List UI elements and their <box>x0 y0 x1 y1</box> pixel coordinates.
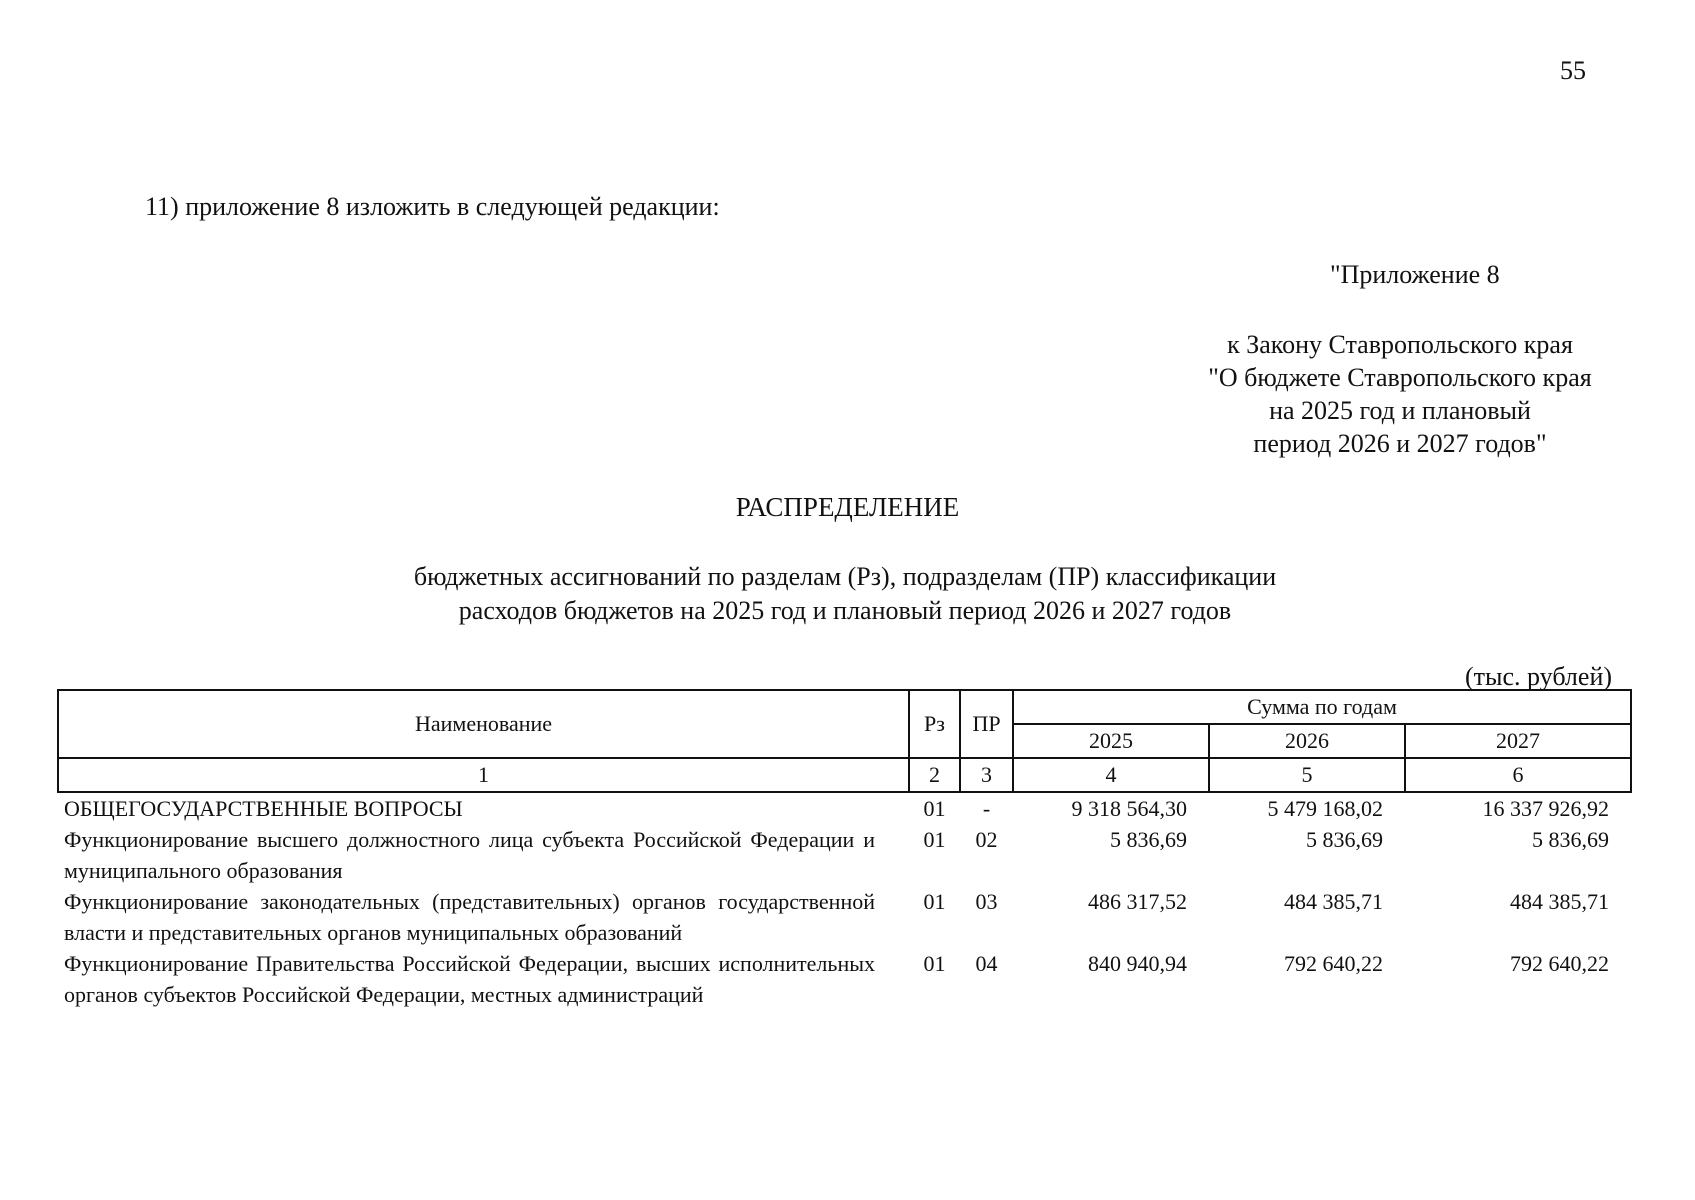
subtitle-line: бюджетных ассигнований по разделам (Рз), подразделам (ПР) классификации <box>413 562 1277 591</box>
column-number: 1 <box>58 758 909 792</box>
column-number: 5 <box>1209 758 1405 792</box>
row-value-2027: 5 836,69 <box>1532 827 1610 852</box>
column-number: 4 <box>1013 758 1209 792</box>
row-rz: 01 <box>923 951 946 976</box>
row-name: Функционирование высшего должностного лица субъекта Российской Федерации и муниципального образования <box>64 827 875 883</box>
table-row <box>58 792 1631 824</box>
row-value-2025: 5 836,69 <box>1110 827 1187 852</box>
row-pr: 04 <box>975 951 998 976</box>
table-body <box>58 792 1631 1010</box>
table-row <box>58 824 1631 886</box>
row-value-2027: 792 640,22 <box>1510 951 1610 976</box>
header-pr: ПР <box>960 690 1013 758</box>
row-value-2027: 484 385,71 <box>1510 889 1610 914</box>
row-rz: 01 <box>923 827 946 852</box>
row-pr: 02 <box>975 827 998 852</box>
budget-table <box>57 689 1632 1010</box>
document-title: РАСПРЕДЕЛЕНИЕ <box>735 492 960 522</box>
appendix-law-reference <box>1180 328 1620 460</box>
row-value-2026: 484 385,71 <box>1284 889 1383 914</box>
column-number: 2 <box>909 758 960 792</box>
units-label: (тыс. рублей) <box>1465 662 1613 691</box>
document-subtitle <box>280 560 1410 628</box>
row-value-2026: 792 640,22 <box>1284 951 1383 976</box>
row-value-2027: 16 337 926,92 <box>1482 796 1610 821</box>
header-rz: Рз <box>909 690 960 758</box>
column-number: 6 <box>1405 758 1631 792</box>
table-row <box>58 948 1631 1010</box>
row-name: Функционирование Правительства Российской Федерации, высших исполнительных органов субъектов Российской Федерации, местных администраций <box>64 951 875 1007</box>
row-value-2025: 486 317,52 <box>1088 889 1187 914</box>
page-number: 55 <box>1560 56 1586 85</box>
appendix-label: "Приложение 8 <box>1330 260 1500 289</box>
appendix-law-line: период 2026 и 2027 годов" <box>1253 429 1547 458</box>
column-number: 3 <box>960 758 1013 792</box>
row-rz: 01 <box>923 889 946 914</box>
header-year-2027: 2027 <box>1405 724 1631 758</box>
intro-text: 11) приложение 8 изложить в следующей редакции: <box>145 192 720 221</box>
row-value-2025: 9 318 564,30 <box>1071 796 1187 821</box>
header-year-2025: 2025 <box>1013 724 1209 758</box>
row-value-2026: 5 836,69 <box>1306 827 1383 852</box>
row-rz: 01 <box>923 796 946 821</box>
row-name: ОБЩЕГОСУДАРСТВЕННЫЕ ВОПРОСЫ <box>64 796 463 821</box>
appendix-law-line: на 2025 год и плановый <box>1269 396 1531 425</box>
row-value-2025: 840 940,94 <box>1088 951 1187 976</box>
header-sum-by-years: Сумма по годам <box>1013 690 1631 724</box>
subtitle-line: расходов бюджетов на 2025 год и плановый период 2026 и 2027 годов <box>458 596 1232 625</box>
appendix-law-line: к Закону Ставропольского края <box>1227 330 1573 359</box>
table-header <box>58 690 1631 792</box>
row-pr: - <box>982 796 991 821</box>
appendix-law-line: "О бюджете Ставропольского края <box>1208 363 1592 392</box>
row-value-2026: 5 479 168,02 <box>1267 796 1383 821</box>
table-row <box>58 886 1631 948</box>
row-pr: 03 <box>975 889 998 914</box>
row-name: Функционирование законодательных (представительных) органов государственной власти и представительных органов муниципальных образований <box>64 889 875 945</box>
header-name: Наименование <box>58 690 909 758</box>
header-year-2026: 2026 <box>1209 724 1405 758</box>
